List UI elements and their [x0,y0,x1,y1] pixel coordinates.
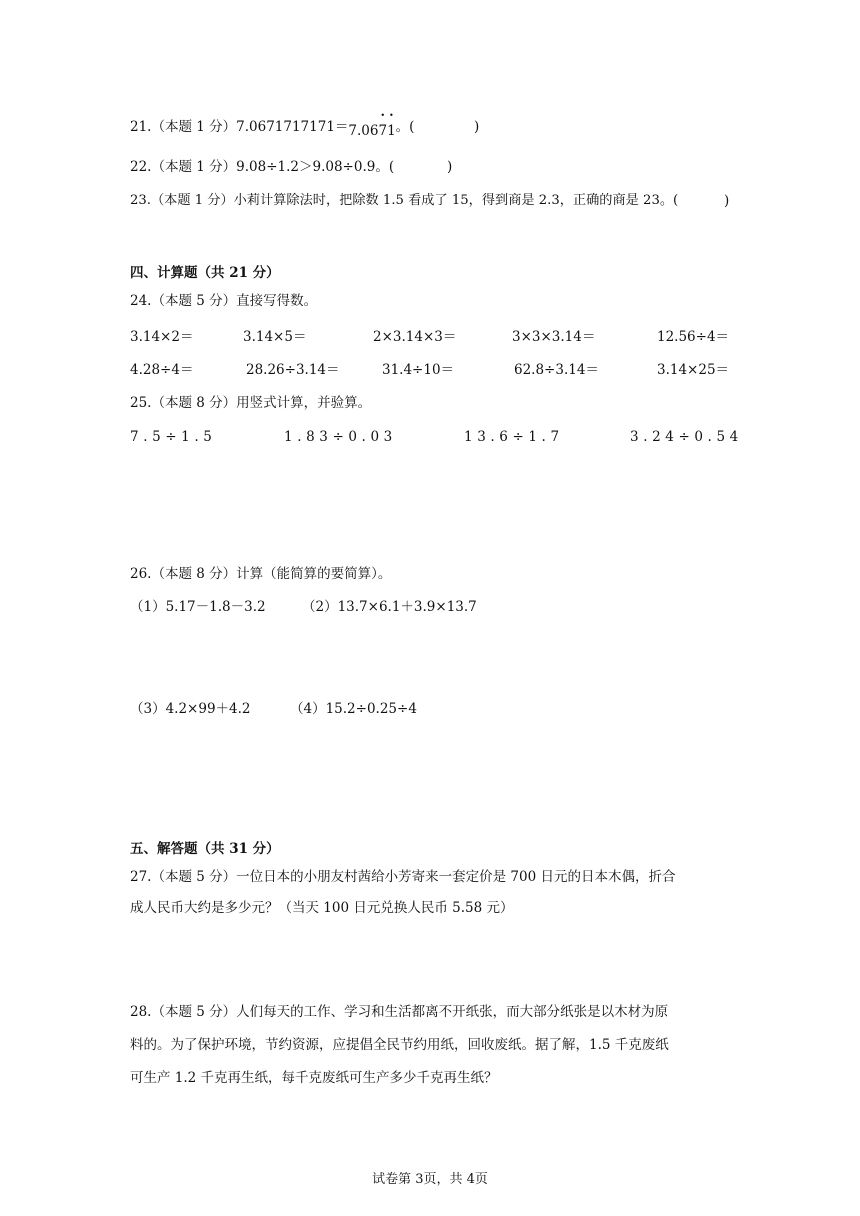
calc-item: 3.14×2＝ [130,329,194,345]
repeating-digit-end: 1 • [387,122,396,140]
simplify-item: （2）13.7×6.1＋3.9×13.7 [302,599,477,615]
question-28-line-3: 可生产 1.2 千克再生纸，每千克废纸可生产多少千克再生纸？ [130,1070,498,1086]
repeating-digit-start: 7 • [378,122,387,140]
question-21-answer-close[interactable]: ) [474,119,480,135]
simplify-item: （3）4.2×99＋4.2 [130,701,251,717]
question-28-line-2: 料的。为了保护环境，节约资源，应提倡全民节约用纸，回收废纸。据了解，1.5 千克废纸 [130,1037,669,1053]
question-23-answer-close[interactable]: ) [724,193,730,209]
repeating-decimal [348,123,395,139]
repeating-decimal-base: 7.06 [348,123,379,139]
vertical-calc-item: 13.6÷1.7 [464,429,564,445]
section-4-title: 四、计算题（共 21 分） [130,265,280,281]
question-25: 25.（本题 8 分）用竖式计算，并验算。 [130,395,372,411]
question-21-suffix: 。( [395,119,415,135]
calc-item: 2×3.14×3＝ [373,329,457,345]
calc-item: 3.14×25＝ [657,362,730,378]
calc-item: 28.26÷3.14＝ [246,362,340,378]
question-27-line-2: 成人民币大约是多少元？（当天 100 日元兑换人民币 5.58 元） [130,900,514,916]
calc-item: 31.4÷10＝ [382,362,455,378]
question-27-line-1: 27.（本题 5 分）一位日本的小朋友村茜给小芳寄来一套定价是 700 日元的日本木偶，折合 [130,869,676,885]
question-28-line-1: 28.（本题 5 分）人们每天的工作、学习和生活都离不开纸张，而大部分纸张是以木材为原 [130,1004,669,1020]
section-5-title: 五、解答题（共 31 分） [130,841,280,857]
vertical-calc-item: 3.24÷0.54 [630,429,743,445]
question-22-answer-close[interactable]: ) [447,159,453,175]
calc-item: 3.14×5＝ [243,329,307,345]
calc-item: 62.8÷3.14＝ [514,362,599,378]
question-22: 22.（本题 1 分）9.08÷1.2＞9.08÷0.9。( [130,159,395,175]
question-21-prefix: 21.（本题 1 分）7.0671717171＝ [130,119,349,135]
question-23: 23.（本题 1 分）小莉计算除法时，把除数 1.5 看成了 15，得到商是 2.3，正确的商是 23。( [130,193,679,208]
question-21 [130,118,415,139]
calc-item: 12.56÷4＝ [657,329,730,345]
simplify-item: （1）5.17－1.8－3.2 [130,599,266,615]
calc-item: 3×3×3.14＝ [512,329,596,345]
question-26: 26.（本题 8 分）计算（能简算的要简算）。 [130,566,392,582]
vertical-calc-item: 1.83÷0.03 [284,429,397,445]
calc-item: 4.28÷4＝ [130,362,194,378]
question-24: 24.（本题 5 分）直接写得数。 [130,293,318,309]
page-footer: 试卷第 3页，共 4页 [372,1172,488,1187]
simplify-item: （4）15.2÷0.25÷4 [290,701,417,717]
vertical-calc-item: 7.5÷1.5 [130,429,217,445]
